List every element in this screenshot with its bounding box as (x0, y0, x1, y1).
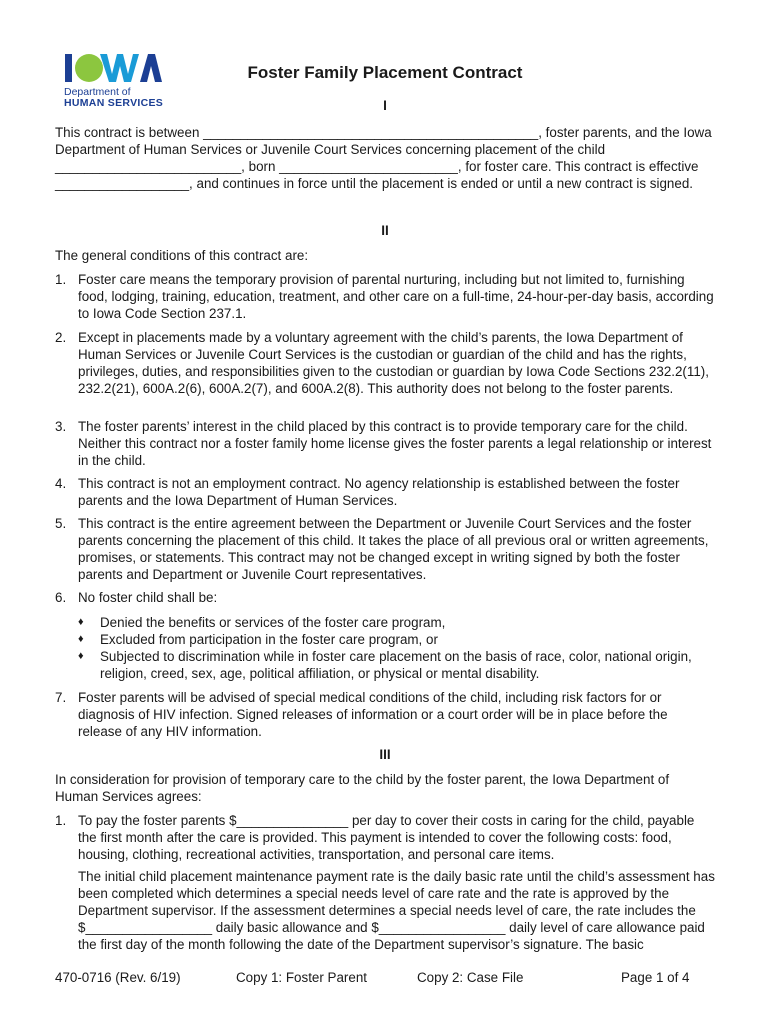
condition-number: 2. (55, 330, 67, 345)
bullet-item-1 (78, 614, 718, 631)
bullet-text: Denied the benefits or services of the foster care program, (100, 615, 446, 630)
condition-number: 7. (55, 690, 67, 705)
condition-number: 6. (55, 590, 67, 605)
document-title: Foster Family Placement Contract (247, 63, 523, 82)
diamond-bullet-icon: ♦ (78, 633, 84, 645)
diamond-bullet-icon: ♦ (78, 616, 84, 628)
general-conditions-intro: The general conditions of this contract are: (55, 248, 309, 263)
condition-text: Foster parents will be advised of special medical conditions of the child, including risk factors for or diagnosis of HIV infection. Signed releases of information or a court order will be in place before the release of any HIV information. (78, 690, 668, 739)
condition-item-2 (55, 329, 715, 397)
condition-text: The foster parents’ interest in the child placed by this contract is to provide temporary care for the child. Neither this contract nor a foster family home license gives the foster parents a legal relationship or interest in the child. (78, 419, 712, 468)
agreement-text: To pay the foster parents $_______________ per day to cover their costs in caring for the child, payable the first month after the care is provided. This payment is intended to cover the following costs: food, housing, clothing, recreational activities, transportation, and personal care items. (78, 813, 695, 862)
condition-item-5 (55, 515, 715, 583)
agreement-item-1 (55, 812, 715, 863)
condition-text: No foster child shall be: (78, 590, 218, 605)
logo-dept-line2: HUMAN SERVICES (64, 97, 164, 109)
section-heading-3: III (379, 747, 391, 762)
logo-dept-line1: Department of (64, 86, 131, 98)
bullet-item-2 (78, 631, 718, 648)
condition-item-3 (55, 418, 715, 469)
copy-1-label: Copy 1: Foster Parent (236, 970, 367, 985)
bullet-text: Excluded from participation in the foster care program, or (100, 632, 438, 647)
condition-number: 1. (55, 272, 67, 287)
payment-rate-paragraph: The initial child placement maintenance payment rate is the daily basic rate until the child’s assessment has been completed which determines a special needs level of care rate and the rate is approved by the Department supervisor. If the assessment determines a special needs level of care, the rate includes the $_________________ daily basic allowance and $_________________ daily level of care allowance paid the first day of the month following the date of the Department supervisor’s signature. The basic (78, 869, 715, 952)
condition-number: 5. (55, 516, 67, 531)
contract-parties-paragraph: This contract is between _____________________________________________, foster parents, and the Iowa Department of Human Services or Juvenile Court Services concerning placement of the child _________________________, born ________________________, for foster care. This contract is effective __________________, and continues in force until the placement is ended or until a new contract is signed. (55, 125, 712, 191)
condition-item-4 (55, 475, 715, 509)
section-heading-1: I (383, 98, 387, 113)
copy-2-label: Copy 2: Case File (417, 970, 524, 985)
condition-text: This contract is the entire agreement between the Department or Juvenile Court Services and the foster parents concerning the placement of this child. It takes the place of all previous oral or written agreements, promises, or statements. This contract may not be changed except in writing signed by both the foster parents and Department or Juvenile Court representatives. (78, 516, 709, 582)
page-number: Page 1 of 4 (621, 970, 690, 985)
condition-item-1 (55, 271, 715, 322)
bullet-text: Subjected to discrimination while in foster care placement on the basis of race, color, national origin, religion, creed, sex, age, political affiliation, or physical or mental disability. (100, 649, 692, 681)
department-agrees-intro: In consideration for provision of temporary care to the child by the foster parent, the Iowa Department of Human Services agrees: (55, 772, 670, 804)
form-number: 470-0716 (Rev. 6/19) (55, 970, 181, 985)
condition-text: Except in placements made by a voluntary agreement with the child’s parents, the Iowa Department of Human Services or Juvenile Court Services is the custodian or guardian of the child and has the rights, privileges, duties, and responsibilities given to the custodian or guardian by Iowa Code Sections 232.2(11), 232.2(21), 600A.2(6), 600A.2(7), and 600A.2(8). This authority does not belong to the foster parents. (78, 330, 709, 396)
condition-text: Foster care means the temporary provision of parental nurturing, including but not limited to, furnishing food, lodging, training, education, treatment, and other care on a full-time, 24-hour-per-day basis, according to Iowa Code Section 237.1. (78, 272, 714, 321)
condition-number: 4. (55, 476, 67, 491)
section-heading-2: II (381, 223, 389, 238)
agreement-number: 1. (55, 813, 67, 828)
condition-number: 3. (55, 419, 67, 434)
condition-item-7 (55, 689, 715, 740)
bullet-item-3 (78, 648, 718, 682)
condition-item-6 (55, 589, 715, 606)
diamond-bullet-icon: ♦ (78, 650, 84, 662)
condition-text: This contract is not an employment contract. No agency relationship is established between the foster parents and the Iowa Department of Human Services. (78, 476, 680, 508)
